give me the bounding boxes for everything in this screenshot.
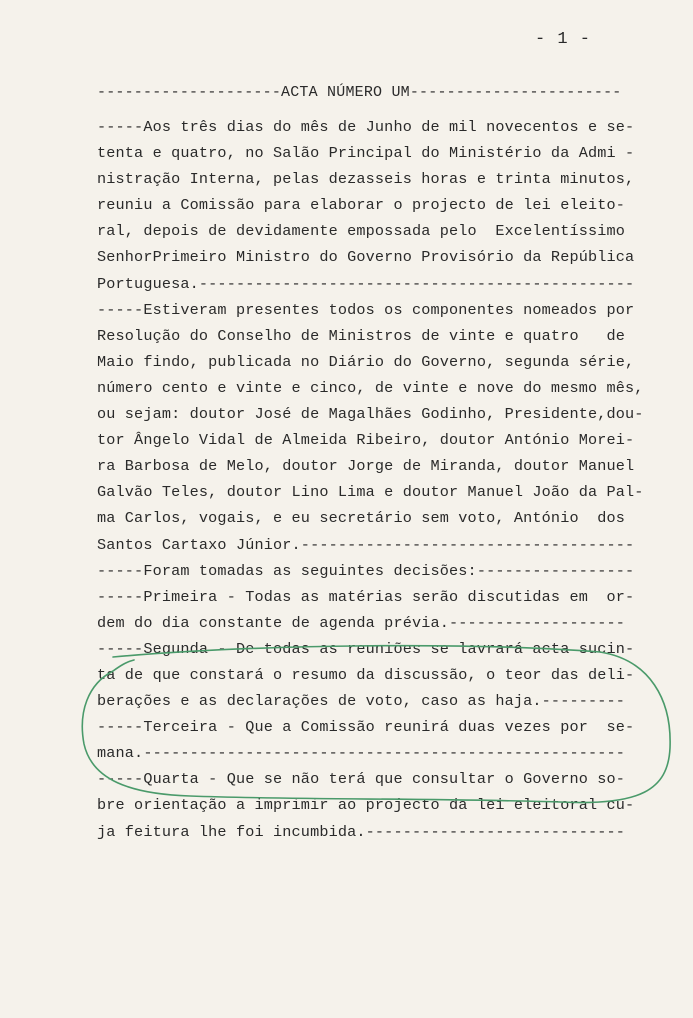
text-line: dem do dia constante de agenda prévia.------------------- [97, 613, 626, 632]
text-line: reuniu a Comissão para elaborar o projecto de lei eleito- [97, 196, 626, 215]
text-line: bre orientação a imprimir ao projecto da lei eleitoral cu- [97, 796, 635, 815]
text-line: -----Primeira - Todas as matérias serão discutidas em or- [97, 587, 635, 606]
text-line: berações e as declarações de voto, caso as haja.--------- [97, 692, 626, 711]
text-line: SenhorPrimeiro Ministro do Governo Provisório da República [97, 248, 635, 267]
text-line: ou sejam: doutor José de Magalhães Godinho, Presidente,dou- [97, 405, 644, 424]
page-number: - 1 - [535, 30, 592, 49]
text-line: ja feitura lhe foi incumbida.---------------------------- [97, 822, 626, 841]
text-line: mana.---------------------------------------------------- [97, 744, 626, 763]
text-line: tor Ângelo Vidal de Almeida Ribeiro, doutor António Morei- [97, 431, 635, 450]
text-line: Maio findo, publicada no Diário do Governo, segunda série, [97, 352, 635, 371]
text-line: ral, depois de devidamente empossada pelo Excelentíssimo [97, 222, 626, 241]
document-title: --------------------ACTA NÚMERO UM----------------------- [97, 84, 622, 101]
text-line: Resolução do Conselho de Ministros de vinte e quatro de [97, 326, 626, 345]
text-line: nistração Interna, pelas dezasseis horas e trinta minutos, [97, 170, 635, 189]
text-line: ma Carlos, vogais, e eu secretário sem voto, António dos [97, 509, 626, 528]
text-line: número cento e vinte e cinco, de vinte e nove do mesmo mês, [97, 378, 644, 397]
text-line: ra Barbosa de Melo, doutor Jorge de Miranda, doutor Manuel [97, 457, 635, 476]
document-body [97, 114, 642, 845]
text-line: Galvão Teles, doutor Lino Lima e doutor Manuel João da Pal- [97, 483, 644, 502]
text-line: tenta e quatro, no Salão Principal do Ministério da Admi - [97, 144, 635, 163]
text-line: Portuguesa.----------------------------------------------- [97, 274, 635, 293]
text-line: Santos Cartaxo Júnior.------------------------------------ [97, 535, 635, 554]
text-line: -----Segunda - De todas as reuniões se lavrará acta sucin- [97, 639, 635, 658]
text-line: -----Aos três dias do mês de Junho de mil novecentos e se- [97, 118, 635, 136]
text-line: ta de que constará o resumo da discussão, o teor das deli- [97, 665, 635, 684]
text-line: -----Quarta - Que se não terá que consultar o Governo so- [97, 770, 626, 789]
text-line: -----Terceira - Que a Comissão reunirá duas vezes por se- [97, 718, 635, 737]
text-line: -----Foram tomadas as seguintes decisões:----------------- [97, 561, 635, 580]
text-line: -----Estiveram presentes todos os componentes nomeados por [97, 300, 635, 319]
